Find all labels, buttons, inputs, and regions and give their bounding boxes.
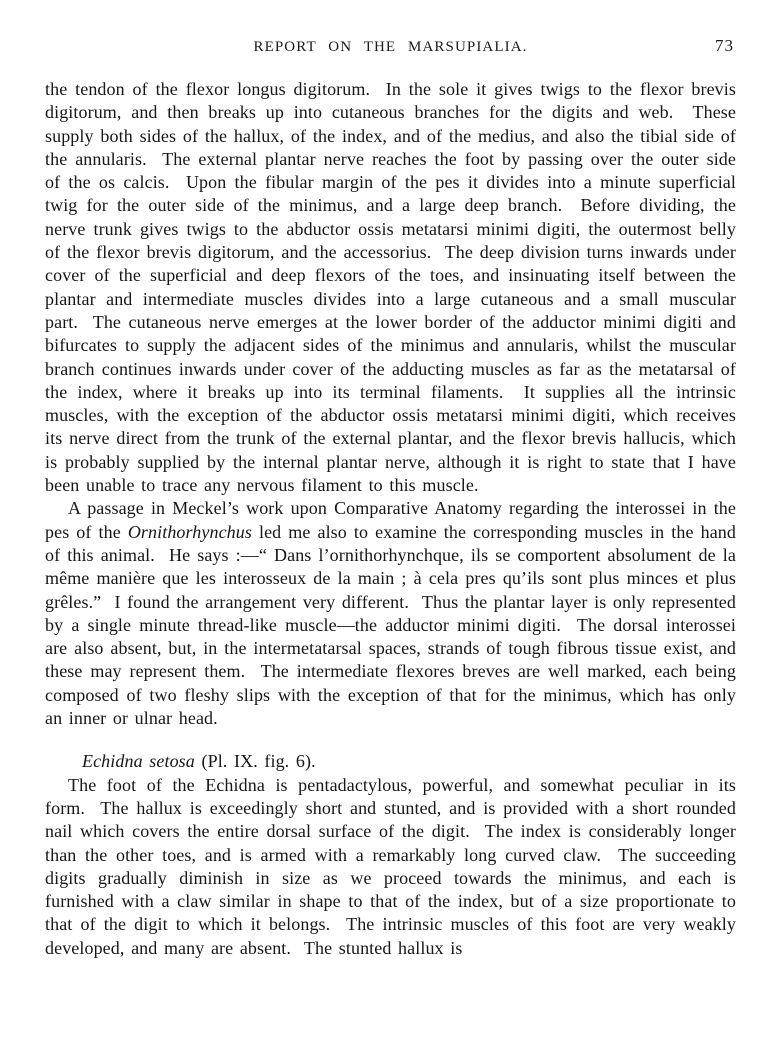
italic-text-run: Ornithorhynchus bbox=[127, 521, 252, 542]
text-run: A passage in Meckel’s work upon Comparative Anatomy regarding the interossei in the pes of the bbox=[45, 498, 736, 542]
text-run: (Pl. IX. fig. 6). bbox=[194, 751, 316, 772]
text-run: The foot of the Echidna is pentadactylous, powerful, and somewhat peculiar in its form. The hallux is exceedingly short and stunted, and is provided with a short rounded nail which covers the entire dorsal surface of the digit. The index is considerably longer than the other toes, and is armed with a remarkably long curved claw. The succeeding digits gradually diminish in size as we proceed towards the minimus, and each is furnished with a claw similar in shape to that of the index, but of a size proportionate to that of the digit to which it belongs. The intrinsic muscles of this foot are very weakly developed, and many are absent. The stunted hallux is bbox=[45, 774, 736, 958]
page-body bbox=[45, 78, 736, 960]
running-title: REPORT ON THE MARSUPIALIA. bbox=[253, 39, 528, 55]
page-number: 73 bbox=[715, 36, 734, 55]
page-header bbox=[45, 38, 736, 62]
paragraph bbox=[45, 497, 736, 730]
species-heading bbox=[45, 750, 736, 773]
italic-text-run: Echidna setosa bbox=[82, 751, 195, 772]
text-run: the tendon of the flexor longus digitorum. In the sole it gives twigs to the flexor brevis digitorum, and then breaks up into cutaneous branches for the digits and web. These supply both sides of the hallux, of the index, and of the medius, and also the tibial side of the annularis. The external plantar nerve reaches the foot by passing over the outer side of the os calcis. Upon the fibular margin of the pes it divides into a minute superficial twig for the outer side of the minimus, and a large deep branch. Before dividing, the nerve trunk gives twigs to the abductor ossis metatarsi minimi digiti, the outermost belly of the flexor brevis digitorum, and the accessorius. The deep division turns inwards under cover of the superficial and deep flexors of the toes, and insinuating itself between the plantar and intermediate muscles divides into a large cutaneous and a small muscular part. The cutaneous nerve emerges at the lower border of the adductor minimi digiti and bifurcates to supply the adjacent sides of the minimus and annularis, whilst the muscular branch continues inwards under cover of the adducting muscles as far as the metatarsal of the index, where it breaks up into its terminal filaments. It supplies all the intrinsic muscles, with the exception of the abductor ossis metatarsi minimi digiti, which receives its nerve direct from the trunk of the external plantar, and the flexor brevis hallucis, which is probably supplied by the internal plantar nerve, although it is right to state that I have been unable to trace any nervous filament to this muscle. bbox=[45, 79, 736, 496]
paragraph bbox=[45, 78, 736, 497]
text-run: led me also to examine the corresponding muscles in the hand of this animal. He says :—“ Dans l’ornithorhynchque, ils se comportent absolument de la même manière que les interosseux de la main ; à cela pres qu’ils sont plus minces et plus grêles.” I found the arrangement very different. Thus the plantar layer is only represented by a single minute thread-like muscle—the adductor minimi digiti. The dorsal interossei are also absent, but, in the intermetatarsal spaces, strands of tough fibrous tissue exist, and these may represent them. The intermediate flexores breves are well marked, each being composed of two fleshy slips with the exception of that for the minimus, which has only an inner or ulnar head. bbox=[45, 521, 736, 729]
paragraph bbox=[45, 774, 736, 960]
